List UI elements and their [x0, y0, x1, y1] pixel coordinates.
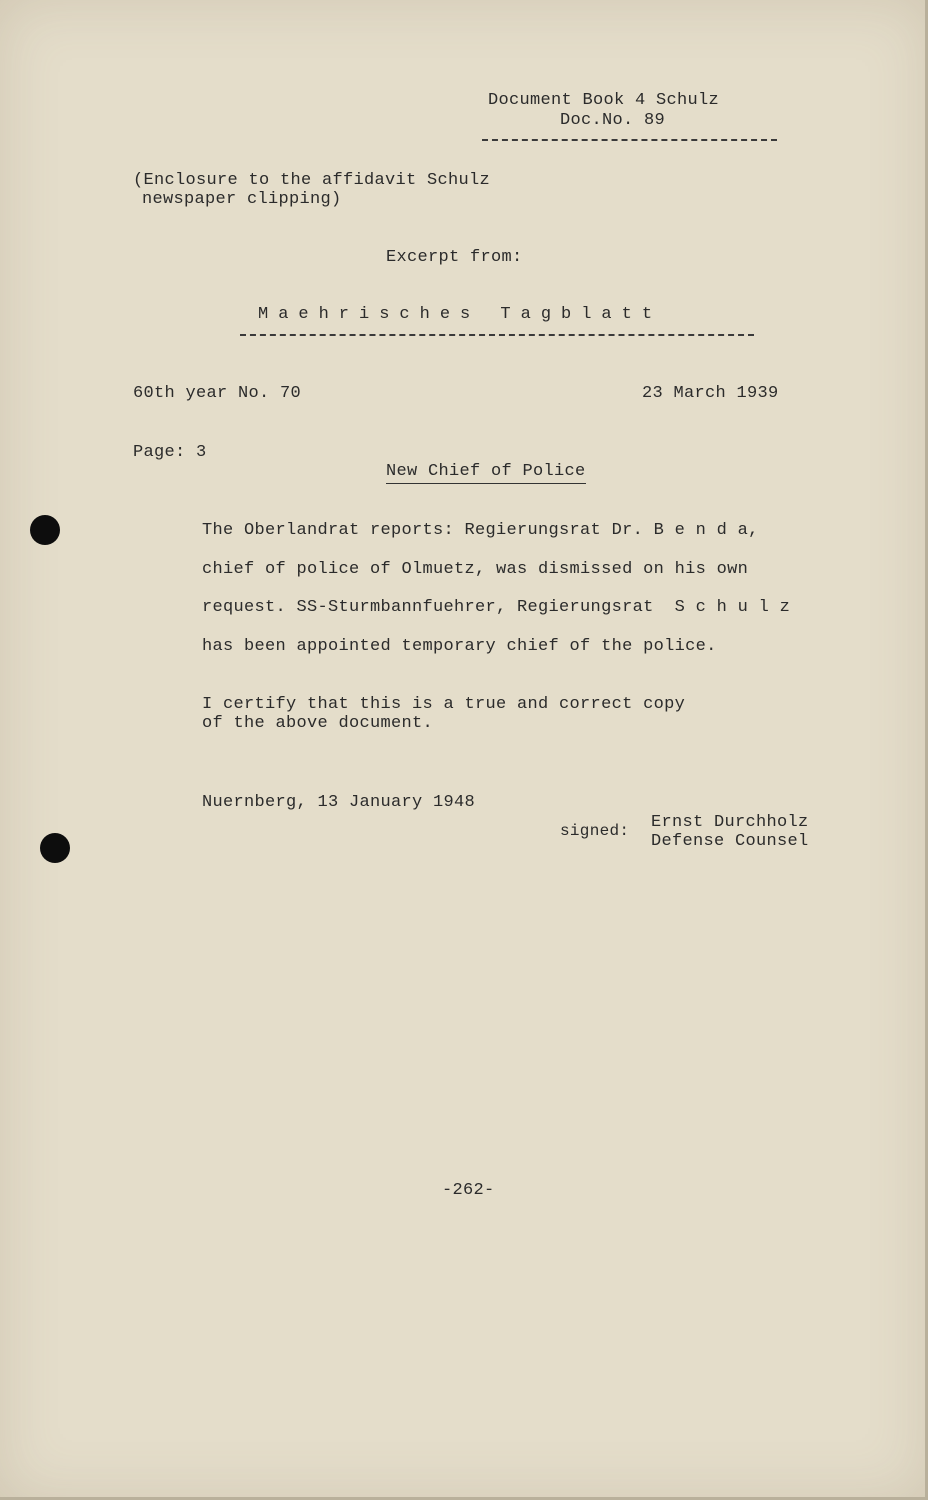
enclosure-note-line-1: (Enclosure to the affidavit Schulz — [133, 171, 491, 190]
newspaper-title-divider — [240, 334, 754, 336]
signatory-name: Ernst Durchholz — [651, 813, 809, 832]
header-divider — [482, 139, 777, 141]
page-reference: Page: 3 — [133, 443, 207, 462]
punch-hole-top-icon — [30, 515, 60, 545]
document-number: Doc.No. 89 — [560, 111, 666, 130]
article-line-4: has been appointed temporary chief of the police. — [202, 637, 717, 656]
enclosure-note-line-2: newspaper clipping) — [142, 190, 342, 209]
page-number: -262- — [442, 1181, 495, 1200]
document-book-reference: Document Book 4 Schulz — [488, 91, 720, 110]
signed-label: signed: — [560, 822, 630, 840]
article-line-1: The Oberlandrat reports: Regierungsrat Dr. B e n d a, — [202, 521, 759, 540]
article-line-2: chief of police of Olmuetz, was dismissed on his own — [202, 560, 749, 579]
punch-hole-bottom-icon — [40, 833, 70, 863]
article-headline: New Chief of Police — [386, 462, 586, 484]
issue-year-number: 60th year No. 70 — [133, 384, 302, 403]
issue-date: 23 March 1939 — [642, 384, 779, 403]
excerpt-label: Excerpt from: — [386, 248, 523, 267]
newspaper-title: Maehrisches Tagblatt — [258, 305, 663, 324]
certification-line-2: of the above document. — [202, 714, 434, 733]
place-and-date: Nuernberg, 13 January 1948 — [202, 793, 476, 812]
article-line-3: request. SS-Sturmbannfuehrer, Regierungsrat S c h u l z — [202, 598, 791, 617]
certification-line-1: I certify that this is a true and correct copy — [202, 695, 686, 714]
signatory-title: Defense Counsel — [651, 832, 809, 851]
